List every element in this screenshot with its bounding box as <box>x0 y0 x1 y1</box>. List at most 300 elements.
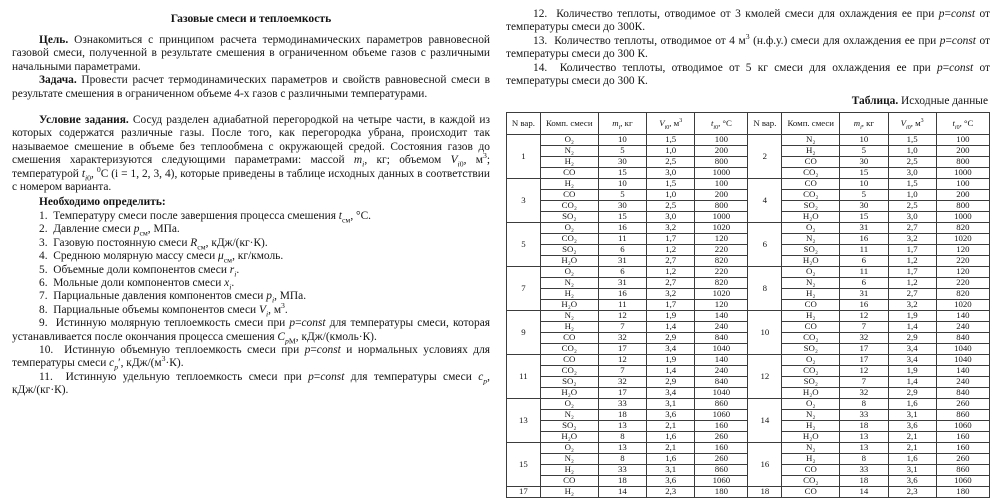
table-cell: 800 <box>936 200 989 211</box>
table-cell: H₂ <box>782 310 840 321</box>
table-cell: O₂ <box>540 222 598 233</box>
table-cell: 1,7 <box>647 299 695 310</box>
table-cell: 18 <box>598 409 646 420</box>
table-cell: 16 <box>840 233 888 244</box>
goal-paragraph <box>12 34 490 74</box>
table-cell: 11 <box>840 266 888 277</box>
table-cell: 1060 <box>936 420 989 431</box>
variant-number-cell: 2 <box>748 134 782 178</box>
table-cell: 11 <box>840 244 888 255</box>
table-cell: SO₂ <box>782 244 840 255</box>
table-cell: CO <box>782 464 840 475</box>
table-cell: 5 <box>840 189 888 200</box>
table-cell: 33 <box>840 464 888 475</box>
table-cell: 1040 <box>695 387 748 398</box>
col-header-component: Комп. смеси <box>782 112 840 134</box>
table-cell: 1,0 <box>888 145 936 156</box>
table-cell: 17 <box>840 343 888 354</box>
variant-number-cell: 13 <box>507 398 541 442</box>
table-cell: 7 <box>598 365 646 376</box>
col-header-mass: $m_i$, кг <box>840 112 888 134</box>
table-cell: 200 <box>695 145 748 156</box>
table-row <box>507 266 990 277</box>
table-cell: 12 <box>840 365 888 376</box>
table-cell: 15 <box>840 211 888 222</box>
table-cell: N₂ <box>782 233 840 244</box>
table-cell: 860 <box>695 464 748 475</box>
table-cell: 200 <box>936 145 989 156</box>
table-cell: 13 <box>598 442 646 453</box>
table-cell: O₂ <box>540 398 598 409</box>
table-cell: 1000 <box>695 211 748 222</box>
table-cell: CO <box>540 475 598 486</box>
table-cell: H₂ <box>540 156 598 167</box>
table-cell: H₂O <box>782 211 840 222</box>
table-cell: 17 <box>598 387 646 398</box>
table-cell: 1040 <box>695 343 748 354</box>
table-cell: 820 <box>936 288 989 299</box>
table-cell: 240 <box>936 376 989 387</box>
table-cell: 220 <box>936 277 989 288</box>
table-cell: 1040 <box>936 354 989 365</box>
table-cell: 32 <box>598 332 646 343</box>
variant-number-cell: 14 <box>748 398 782 442</box>
table-cell: 840 <box>695 332 748 343</box>
table-cell: SO₂ <box>540 420 598 431</box>
table-cell: 1,0 <box>647 189 695 200</box>
table-cell: CO₂ <box>540 343 598 354</box>
table-cell: 2,3 <box>647 486 695 497</box>
variant-number-cell: 1 <box>507 134 541 178</box>
table-cell: 840 <box>695 376 748 387</box>
table-cell: N₂ <box>540 453 598 464</box>
table-cell: H₂ <box>540 288 598 299</box>
table-cell: O₂ <box>540 442 598 453</box>
table-cell: CO <box>782 486 840 497</box>
table-cell: SO₂ <box>782 200 840 211</box>
table-cell: 200 <box>936 189 989 200</box>
table-cell: 860 <box>936 464 989 475</box>
table-cell: 220 <box>695 266 748 277</box>
table-cell: 2,9 <box>888 332 936 343</box>
table-cell: 2,1 <box>647 442 695 453</box>
list-item-13: 13. Количество теплоты, отводимое от 4 $м^3$ (н.ф.у.) смеси для охлаждения ее при p=const от температуры смеси до 300 К. <box>506 32 990 61</box>
table-cell: 11 <box>598 299 646 310</box>
table-cell: 1,4 <box>647 365 695 376</box>
table-cell: 10 <box>840 134 888 145</box>
list-item-1: 1. Температуру смеси после завершения процесса смешения $t_{см}$, °С. <box>39 209 372 225</box>
table-cell: CO <box>782 178 840 189</box>
table-cell: 8 <box>598 431 646 442</box>
table-cell: 13 <box>840 442 888 453</box>
table-cell: 820 <box>695 277 748 288</box>
table-cell: 120 <box>695 233 748 244</box>
table-cell: 12 <box>840 310 888 321</box>
table-cell: 2,9 <box>888 387 936 398</box>
table-caption-lead: Таблица. <box>851 95 899 108</box>
table-cell: CO₂ <box>782 167 840 178</box>
table-cell: 1000 <box>695 167 748 178</box>
table-cell: CO₂ <box>540 200 598 211</box>
table-cell: H₂O <box>540 387 598 398</box>
table-cell: 3,4 <box>888 354 936 365</box>
table-cell: 180 <box>695 486 748 497</box>
table-row <box>507 178 990 189</box>
col-header-mass: $m_i$, кг <box>598 112 646 134</box>
table-cell: 3,2 <box>888 233 936 244</box>
table-cell: 12 <box>598 354 646 365</box>
table-cell: 2,5 <box>647 156 695 167</box>
table-row <box>507 442 990 453</box>
table-cell: 140 <box>695 354 748 365</box>
table-cell: 3,2 <box>888 299 936 310</box>
table-cell: 6 <box>840 255 888 266</box>
table-cell: 2,5 <box>647 200 695 211</box>
table-cell: N₂ <box>540 409 598 420</box>
table-cell: CO₂ <box>782 475 840 486</box>
table-cell: 840 <box>936 387 989 398</box>
table-cell: 2,7 <box>888 288 936 299</box>
table-cell: 5 <box>598 189 646 200</box>
table-cell: 31 <box>840 288 888 299</box>
variant-number-cell: 6 <box>748 222 782 266</box>
table-cell: CO <box>782 299 840 310</box>
list-item-12: 12. Количество теплоты, отводимое от 3 кмолей смеси для охлаждения ее при p=const от температуры смеси до 300К. <box>506 8 990 34</box>
table-cell: 1,7 <box>888 244 936 255</box>
table-cell: 2,7 <box>888 222 936 233</box>
table-cell: 30 <box>598 156 646 167</box>
table-cell: 30 <box>840 200 888 211</box>
goal-text: Ознакомиться с принципом расчета термодинамических параметров равновесной газовой смеси, полученной в результате смешения в ограниченном объеме газов с различными начальными параметрами. <box>12 34 490 73</box>
table-cell: 3,0 <box>647 167 695 178</box>
variant-number-cell: 15 <box>507 442 541 486</box>
table-cell: 100 <box>936 178 989 189</box>
table-cell: 220 <box>695 244 748 255</box>
table-cell: 1,0 <box>888 189 936 200</box>
table-cell: 2,7 <box>647 277 695 288</box>
right-column <box>506 8 990 498</box>
col-header-volume: $V_{i0}$, $м^3$ <box>647 112 695 134</box>
table-cell: O₂ <box>540 134 598 145</box>
table-cell: 840 <box>936 332 989 343</box>
table-row <box>507 134 990 145</box>
table-cell: 18 <box>840 420 888 431</box>
table-cell: 140 <box>936 365 989 376</box>
table-cell: 31 <box>598 277 646 288</box>
table-cell: 100 <box>936 134 989 145</box>
list-item-6: 6. Мольные доли компонентов смеси $x_i$. <box>39 276 235 292</box>
table-cell: 1,4 <box>888 321 936 332</box>
table-cell: 2,7 <box>647 255 695 266</box>
table-cell: CO₂ <box>540 365 598 376</box>
table-cell: CO₂ <box>782 332 840 343</box>
table-cell: 1,7 <box>647 233 695 244</box>
table-cell: SO₂ <box>540 211 598 222</box>
table-cell: 2,9 <box>647 376 695 387</box>
table-cell: 6 <box>598 244 646 255</box>
table-cell: 3,1 <box>888 464 936 475</box>
table-cell: 260 <box>936 398 989 409</box>
document-title: Газовые смеси и теплоемкость <box>170 12 332 25</box>
table-cell: 2,5 <box>888 156 936 167</box>
table-cell: CO₂ <box>782 365 840 376</box>
variant-number-cell: 16 <box>748 442 782 486</box>
list-item-11: 11. Истинную удельную теплоемкость смеси при p=const для температуры смеси $c_p$, кДж/(кг·К). <box>12 370 490 397</box>
variant-number-cell: 17 <box>507 486 541 497</box>
table-cell: 1,0 <box>647 145 695 156</box>
table-cell: 1020 <box>695 288 748 299</box>
task-lead: Задача. <box>39 74 77 87</box>
table-cell: H₂ <box>540 178 598 189</box>
conditions-lead: Условие задания. <box>39 114 129 127</box>
table-cell: SO₂ <box>782 376 840 387</box>
table-cell: 1060 <box>936 475 989 486</box>
table-cell: 1000 <box>936 211 989 222</box>
table-cell: 800 <box>695 156 748 167</box>
table-cell: CO <box>540 167 598 178</box>
table-cell: H₂ <box>540 321 598 332</box>
table-cell: 1,2 <box>647 266 695 277</box>
conditions-text: Сосуд разделен адиабатной перегородкой на четыре части, в каждой из которых содержатся различные газы. После того, как перегородка убрана, происходит так называемое смешение в объеме без теплообмена с окружающей средой. Состояния газов до смешения характеризуются следующими параметрами: массой $m_i$, кг; объемом $V_{i0}$, $м^3$; температурой $t_{i0}$, $^0$С (i = 1, 2, 3, 4), которые приведены в таблице исходных данных в соответствии с номером варианта. <box>12 114 491 194</box>
table-cell: 160 <box>936 442 989 453</box>
table-cell: 16 <box>840 299 888 310</box>
table-cell: 1,4 <box>647 321 695 332</box>
table-cell: 220 <box>936 255 989 266</box>
table-cell: 1,9 <box>888 365 936 376</box>
table-cell: 820 <box>936 222 989 233</box>
table-cell: 1,9 <box>647 354 695 365</box>
table-cell: CO <box>782 321 840 332</box>
table-cell: H₂ <box>540 486 598 497</box>
table-cell: 3,0 <box>647 211 695 222</box>
table-cell: 240 <box>695 365 748 376</box>
table-caption-text: Исходные данные <box>898 95 988 108</box>
table-cell: 6 <box>840 277 888 288</box>
table-cell: 12 <box>598 310 646 321</box>
table-cell: H₂ <box>782 453 840 464</box>
table-cell: N₂ <box>782 134 840 145</box>
table-cell: 160 <box>936 431 989 442</box>
col-header-temperature: $t_{i0}$, °С <box>936 112 989 134</box>
table-caption <box>506 95 988 108</box>
table-cell: 1,6 <box>888 398 936 409</box>
table-cell: 31 <box>840 222 888 233</box>
variant-number-cell: 8 <box>748 266 782 310</box>
table-cell: 1,9 <box>647 310 695 321</box>
table-cell: 1,5 <box>888 134 936 145</box>
table-cell: 10 <box>598 134 646 145</box>
col-header-volume: $V_{i0}$, $м^3$ <box>888 112 936 134</box>
table-cell: 240 <box>936 321 989 332</box>
variant-number-cell: 10 <box>748 310 782 354</box>
table-cell: 800 <box>695 200 748 211</box>
table-cell: 18 <box>598 475 646 486</box>
table-cell: 3,6 <box>647 409 695 420</box>
table-cell: 1,2 <box>888 277 936 288</box>
table-cell: 160 <box>695 420 748 431</box>
table-cell: SO₂ <box>782 343 840 354</box>
table-cell: H₂O <box>782 387 840 398</box>
table-cell: 1060 <box>695 475 748 486</box>
table-cell: 1020 <box>936 233 989 244</box>
table-cell: 1,5 <box>647 178 695 189</box>
table-cell: 1,9 <box>888 310 936 321</box>
table-cell: 14 <box>840 486 888 497</box>
variant-number-cell: 3 <box>507 178 541 222</box>
table-cell: 3,4 <box>888 343 936 354</box>
table-cell: 3,2 <box>647 222 695 233</box>
table-cell: H₂ <box>782 145 840 156</box>
table-cell: 820 <box>695 255 748 266</box>
table-cell: 8 <box>598 453 646 464</box>
table-cell: 860 <box>936 409 989 420</box>
table-cell: H₂O <box>540 299 598 310</box>
list-item-2: 2. Давление смеси $p_{см}$, МПа. <box>39 223 180 238</box>
table-cell: H₂O <box>782 255 840 266</box>
table-cell: 1,7 <box>888 266 936 277</box>
table-cell: 160 <box>695 442 748 453</box>
table-cell: 2,3 <box>888 486 936 497</box>
conditions-paragraph <box>12 114 490 194</box>
source-data-table <box>506 112 990 498</box>
list-item-5: 5. Объемные доли компонентов смеси $r_i$. <box>39 263 240 278</box>
table-cell: 3,2 <box>647 288 695 299</box>
table-cell: H₂O <box>782 431 840 442</box>
table-cell: 1,2 <box>888 255 936 266</box>
table-header-row <box>507 112 990 134</box>
table-cell: 1,6 <box>647 453 695 464</box>
table-cell: 18 <box>840 475 888 486</box>
table-cell: 6 <box>598 266 646 277</box>
table-cell: N₂ <box>540 145 598 156</box>
table-cell: 1060 <box>695 409 748 420</box>
table-cell: 2,1 <box>888 442 936 453</box>
table-cell: 16 <box>598 288 646 299</box>
list-item-9: 9. Истинную молярную теплоемкость смеси при p=const для температуры смеси, которая устанавливается после окончания процесса смешения $С_{рМ}$, кДж/(кмоль·К). <box>12 317 490 345</box>
table-cell: O₂ <box>540 266 598 277</box>
table-cell: 16 <box>598 222 646 233</box>
table-cell: 2,5 <box>888 200 936 211</box>
table-cell: 260 <box>695 453 748 464</box>
table-cell: 860 <box>695 398 748 409</box>
list-header: Необходимо определить: <box>39 196 166 209</box>
table-cell: 120 <box>695 299 748 310</box>
left-column <box>12 8 490 498</box>
table-cell: 140 <box>695 310 748 321</box>
table-cell: 1020 <box>695 222 748 233</box>
table-cell: H₂O <box>540 255 598 266</box>
table-cell: CO <box>540 354 598 365</box>
table-cell: SO₂ <box>540 244 598 255</box>
variant-number-cell: 11 <box>507 354 541 398</box>
table-cell: H₂ <box>782 288 840 299</box>
list-item-14: 14. Количество теплоты, отводимое от 5 кг смеси для охлаждения ее при p=const от температуры смеси до 300 К. <box>506 61 991 88</box>
table-cell: 1040 <box>936 343 989 354</box>
table-cell: 10 <box>598 178 646 189</box>
task-paragraph <box>12 74 490 101</box>
table-cell: 10 <box>840 178 888 189</box>
list-item-4: 4. Среднюю молярную массу смеси $\mu_{см}$, кг/кмоль. <box>39 250 284 265</box>
table-cell: 5 <box>840 145 888 156</box>
table-cell: 32 <box>840 332 888 343</box>
table-cell: 3,1 <box>647 398 695 409</box>
table-cell: 33 <box>598 398 646 409</box>
table-row <box>507 486 990 497</box>
table-cell: 30 <box>840 156 888 167</box>
table-cell: 120 <box>936 244 989 255</box>
table-cell: CO <box>540 189 598 200</box>
task-text: Провести расчет термодинамических параметров и свойств равновесной смеси в результате смешения в ограниченном объеме 4-х газов с различными температурами. <box>12 74 490 100</box>
table-row <box>507 222 990 233</box>
table-cell: N₂ <box>540 277 598 288</box>
table-cell: 15 <box>598 211 646 222</box>
table-cell: 200 <box>695 189 748 200</box>
table-cell: 33 <box>840 409 888 420</box>
table-cell: CO₂ <box>782 189 840 200</box>
variant-number-cell: 5 <box>507 222 541 266</box>
table-cell: 100 <box>695 134 748 145</box>
table-cell: 1,5 <box>888 178 936 189</box>
table-cell: 100 <box>695 178 748 189</box>
table-cell: 3,1 <box>647 464 695 475</box>
table-cell: 800 <box>936 156 989 167</box>
table-cell: N₂ <box>782 277 840 288</box>
table-cell: 5 <box>598 145 646 156</box>
list-item-8: 8. Парциальные объемы компонентов смеси $V_i$, $м^3$. <box>39 300 288 318</box>
data-table-body <box>507 134 990 497</box>
table-cell: 140 <box>936 310 989 321</box>
variant-number-cell: 9 <box>507 310 541 354</box>
table-cell: 1000 <box>936 167 989 178</box>
table-cell: CO <box>782 156 840 167</box>
table-cell: N₂ <box>540 310 598 321</box>
table-cell: 2,9 <box>647 332 695 343</box>
table-cell: 33 <box>598 464 646 475</box>
variant-number-cell: 12 <box>748 354 782 398</box>
table-cell: 17 <box>598 343 646 354</box>
table-cell: 2,1 <box>888 431 936 442</box>
table-cell: 8 <box>840 398 888 409</box>
table-cell: 3,0 <box>888 167 936 178</box>
table-cell: 15 <box>598 167 646 178</box>
table-cell: 14 <box>598 486 646 497</box>
table-cell: O₂ <box>782 266 840 277</box>
table-cell: 3,6 <box>888 475 936 486</box>
table-cell: 2,1 <box>647 420 695 431</box>
col-header-temperature: $t_{i0}$, °С <box>695 112 748 134</box>
table-cell: 17 <box>840 354 888 365</box>
table-cell: 30 <box>598 200 646 211</box>
table-cell: 120 <box>936 266 989 277</box>
table-cell: 1,6 <box>647 431 695 442</box>
table-cell: 11 <box>598 233 646 244</box>
table-cell: SO₂ <box>540 376 598 387</box>
col-header-variant: N вар. <box>748 112 782 134</box>
variant-number-cell: 18 <box>748 486 782 497</box>
table-cell: 240 <box>695 321 748 332</box>
table-cell: 1,4 <box>888 376 936 387</box>
table-cell: H₂ <box>540 464 598 475</box>
table-cell: 32 <box>598 376 646 387</box>
table-cell: H₂ <box>782 420 840 431</box>
goal-lead: Цель. <box>39 34 69 46</box>
table-cell: O₂ <box>782 354 840 365</box>
table-cell: 3,6 <box>888 420 936 431</box>
table-cell: 7 <box>598 321 646 332</box>
table-cell: 3,0 <box>888 211 936 222</box>
table-cell: 260 <box>695 431 748 442</box>
table-cell: 31 <box>598 255 646 266</box>
